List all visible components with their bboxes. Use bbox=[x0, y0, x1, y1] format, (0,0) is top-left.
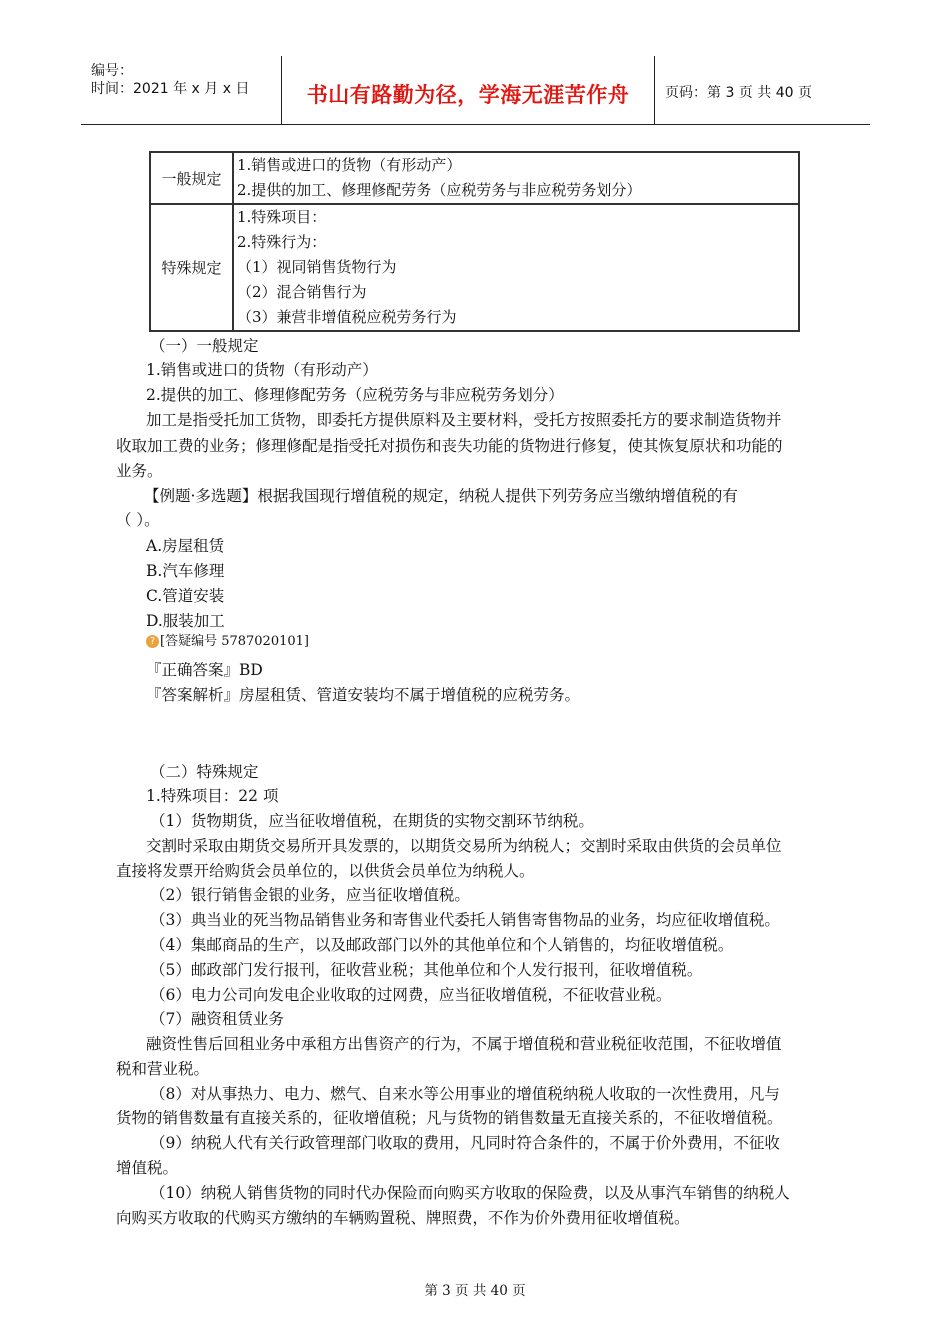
row-item: 1.销售或进口的货物（有形动产） bbox=[237, 156, 462, 174]
serial-label: 编号： bbox=[91, 63, 133, 79]
paragraph-line: （10）纳税人销售货物的同时代办保险而向购买方收取的保险费，以及从事汽车销售的纳税人 bbox=[150, 1184, 790, 1202]
page-info: 页码：第 3 页 共 40 页 bbox=[665, 85, 812, 101]
table-row-special bbox=[151, 205, 798, 330]
row-item: 1.特殊项目： bbox=[237, 208, 327, 226]
option-b: B.汽车修理 bbox=[146, 562, 225, 580]
row-item: 2.提供的加工、修理修配劳务（应税劳务与非应税劳务划分） bbox=[237, 181, 642, 199]
option-c: C.管道安装 bbox=[146, 587, 225, 605]
help-question-icon[interactable]: ? bbox=[146, 635, 159, 648]
correct-answer: 『正确答案』BD bbox=[146, 661, 263, 679]
page-header bbox=[81, 56, 870, 125]
paragraph-line: （ ）。 bbox=[116, 511, 160, 529]
section-heading: （二）特殊规定 bbox=[150, 763, 259, 781]
row-item: 2.特殊行为： bbox=[237, 233, 327, 251]
paragraph-line: （2）银行销售金银的业务，应当征收增值税。 bbox=[150, 886, 470, 904]
table-row-general bbox=[151, 153, 798, 205]
header-motto-cell bbox=[282, 56, 655, 124]
header-page-cell bbox=[655, 56, 870, 124]
paragraph-line: （7）融资租赁业务 bbox=[150, 1010, 284, 1028]
row-content bbox=[237, 153, 798, 203]
time-label: 时间：2021 年 x 月 x 日 bbox=[91, 81, 250, 97]
paragraph-line: 融资性售后回租业务中承租方出售资产的行为，不属于增值税和营业税征收范围，不征收增值 bbox=[146, 1035, 782, 1053]
row-label: 特殊规定 bbox=[151, 205, 234, 330]
paragraph-line: 收取加工费的业务；修理修配是指受托对损伤和丧失功能的货物进行修复，使其恢复原状和功能的 bbox=[116, 437, 783, 455]
page-footer: 第 3 页 共 40 页 bbox=[424, 1283, 526, 1299]
paragraph-line: 交割时采取由期货交易所开具发票的，以期货交易所为纳税人；交割时采取由供货的会员单位 bbox=[146, 837, 782, 855]
option-a: A.房屋租赁 bbox=[146, 537, 225, 555]
paragraph-line: 增值税。 bbox=[116, 1159, 179, 1177]
paragraph-line: 1.特殊项目：22 项 bbox=[146, 787, 279, 805]
paragraph-line: （4）集邮商品的生产，以及邮政部门以外的其他单位和个人销售的，均征收增值税。 bbox=[150, 936, 734, 954]
paragraph-line: 直接将发票开给购货会员单位的，以供货会员单位为纳税人。 bbox=[116, 862, 535, 880]
paragraph-line: （3）典当业的死当物品销售业务和寄售业代委托人销售寄售物品的业务，均应征收增值税。 bbox=[150, 911, 780, 929]
paragraph-line: 税和营业税。 bbox=[116, 1060, 210, 1078]
section-heading: （一）一般规定 bbox=[150, 337, 259, 355]
paragraph-line: 业务。 bbox=[116, 462, 163, 480]
paragraph-line: 货物的销售数量有直接关系的，征收增值税；凡与货物的销售数量无直接关系的，不征收增值税。 bbox=[116, 1109, 783, 1127]
paragraph-line: （5）邮政部门发行报刊，征收营业税；其他单位和个人发行报刊，征收增值税。 bbox=[150, 961, 703, 979]
paragraph-line: 加工是指受托加工货物，即委托方提供原料及主要材料，受托方按照委托方的要求制造货物并 bbox=[146, 411, 782, 429]
row-item: （1）视同销售货物行为 bbox=[237, 258, 397, 276]
row-item: （2）混合销售行为 bbox=[237, 283, 367, 301]
row-label: 一般规定 bbox=[151, 153, 234, 203]
paragraph-line: 2.提供的加工、修理修配劳务（应税劳务与非应税劳务划分） bbox=[146, 386, 564, 404]
motto: 书山有路勤为径，学海无涯苦作舟 bbox=[306, 83, 630, 107]
row-content bbox=[237, 205, 798, 330]
qa-reference[interactable] bbox=[146, 632, 309, 652]
header-meta-cell bbox=[81, 56, 282, 124]
paragraph-line: 向购买方收取的代购买方缴纳的车辆购置税、牌照费，不作为价外费用征收增值税。 bbox=[116, 1209, 690, 1227]
paragraph-line: （1）货物期货，应当征收增值税，在期货的实物交割环节纳税。 bbox=[150, 812, 594, 830]
paragraph-line: （8）对从事热力、电力、燃气、自来水等公用事业的增值税纳税人收取的一次性费用，凡与 bbox=[150, 1085, 780, 1103]
answer-explanation: 『答案解析』房屋租赁、管道安装均不属于增值税的应税劳务。 bbox=[146, 686, 581, 704]
example-question: 【例题·多选题】根据我国现行增值税的规定，纳税人提供下列劳务应当缴纳增值税的有 bbox=[144, 487, 738, 505]
paragraph-line: （6）电力公司向发电企业收取的过网费，应当征收增值税，不征收营业税。 bbox=[150, 986, 672, 1004]
paragraph-line: 1.销售或进口的货物（有形动产） bbox=[146, 361, 378, 379]
summary-table bbox=[149, 151, 800, 332]
qa-number: [答疑编号 5787020101] bbox=[160, 634, 309, 649]
option-d: D.服装加工 bbox=[146, 612, 225, 630]
paragraph-line: （9）纳税人代有关行政管理部门收取的费用，凡同时符合条件的，不属于价外费用，不征收 bbox=[150, 1134, 780, 1152]
row-item: （3）兼营非增值税应税劳务行为 bbox=[237, 308, 457, 326]
